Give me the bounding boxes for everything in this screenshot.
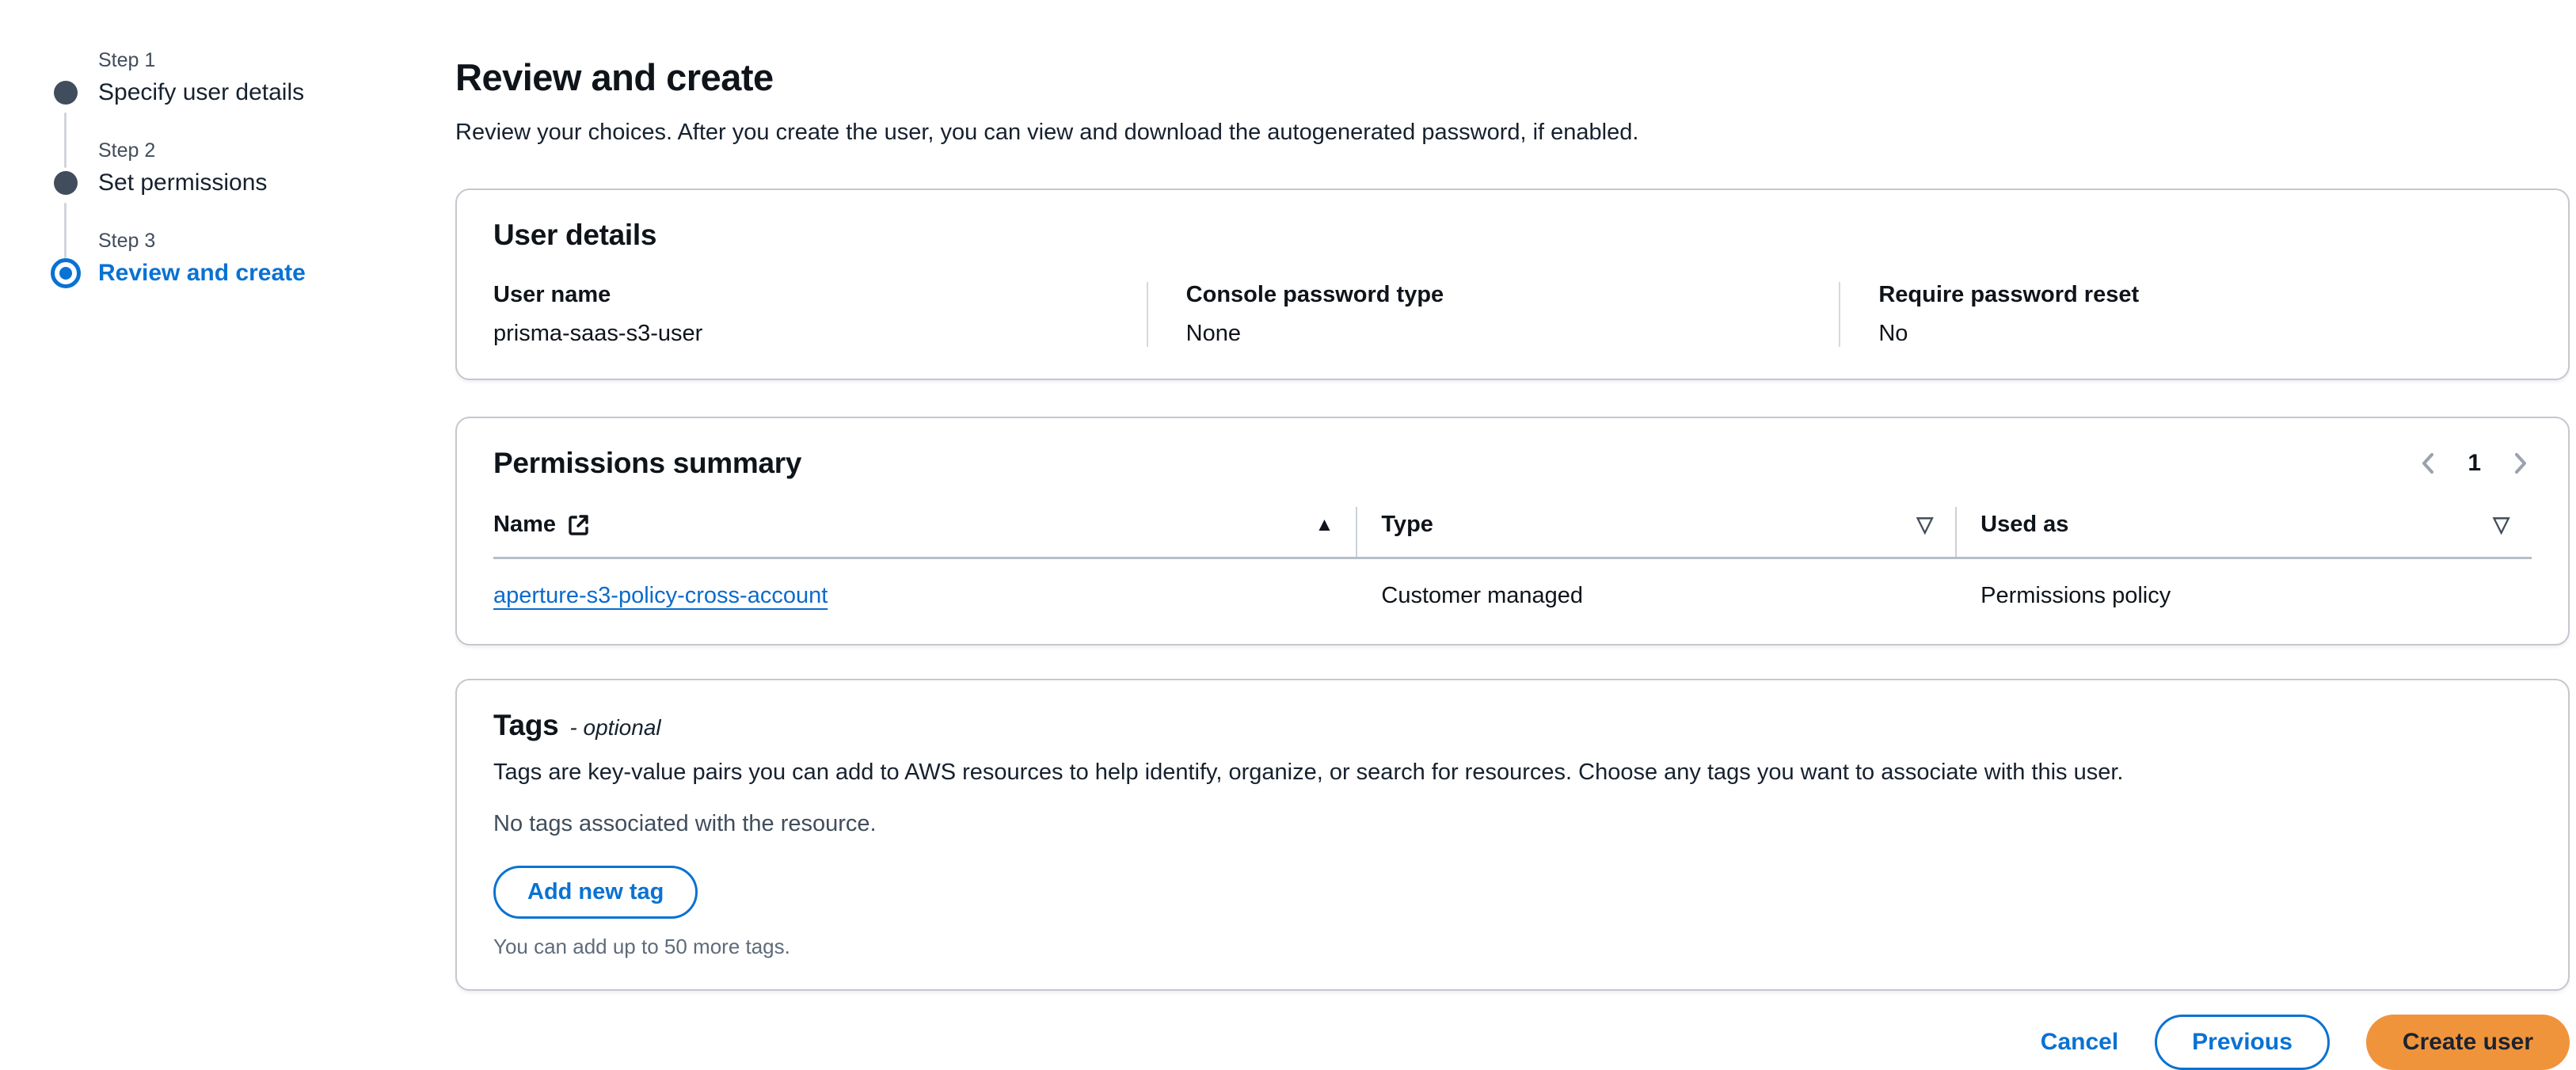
next-page-icon[interactable] [2508,451,2532,475]
name-column-label: Name [493,512,556,537]
console-password-type-field [1147,282,1840,347]
user-name-value: prisma-saas-s3-user [493,321,703,346]
main-content [455,0,2570,1070]
user-details-title: User details [493,219,657,251]
cancel-button[interactable]: Cancel [2040,1029,2119,1055]
user-details-columns [493,282,2532,347]
require-password-reset-value: No [1878,321,1908,346]
type-column-label: Type [1381,512,1433,537]
step-1-label: Specify user details [98,79,305,105]
permissions-table-header [493,507,2532,557]
sort-ascending-icon: ▲ [1315,513,1334,535]
step-connector-line [64,112,67,168]
require-password-reset-label: Require password reset [1878,282,2140,307]
wizard-footer-actions [455,1015,2570,1070]
table-row [493,559,2532,609]
previous-button[interactable]: Previous [2155,1015,2330,1070]
filter-icon: ▽ [2493,512,2509,536]
column-header-used-as[interactable] [1957,507,2532,557]
tags-optional-label: - optional [569,715,661,740]
current-page-number[interactable]: 1 [2468,450,2481,476]
wizard-steps-nav [48,49,420,342]
step-2-number: Step 2 [98,139,156,162]
policy-name-link[interactable]: aperture-s3-policy-cross-account [493,583,828,608]
sidebar-step-specify-user-details[interactable] [48,79,304,106]
tags-card [455,679,2570,991]
external-link-icon [567,513,591,537]
policy-type-cell: Customer managed [1381,583,1584,608]
permissions-summary-card [455,417,2570,645]
create-user-button[interactable]: Create user [2366,1015,2570,1070]
sidebar-step-set-permissions[interactable] [48,169,267,196]
user-name-field [493,282,1147,347]
step-1-number: Step 1 [98,49,156,71]
sidebar-step-review-and-create[interactable] [48,258,306,288]
user-name-label: User name [493,282,611,307]
policy-used-as-cell: Permissions policy [1981,583,2171,608]
step-connector-line [64,203,67,258]
tags-empty-text: No tags associated with the resource. [493,811,877,836]
page-title: Review and create [455,56,774,98]
tags-limit-text: You can add up to 50 more tags. [493,935,790,958]
console-password-type-value: None [1185,321,1241,346]
previous-page-icon[interactable] [2417,451,2441,475]
step-3-active-radio-icon [51,258,81,288]
require-password-reset-field [1839,282,2532,347]
tags-title: Tags [493,709,559,741]
step-1-dot-icon [54,81,78,105]
permissions-summary-title: Permissions summary [493,447,802,479]
step-3-label: Review and create [98,260,306,286]
page-description: Review your choices. After you create the user, you can view and download the autogenerated password, if enabled. [455,120,1639,145]
step-2-label: Set permissions [98,169,268,196]
tags-description: Tags are key-value pairs you can add to AWS resources to help identify, organize, or search for resources. Choose any tags you want to associate with this user. [493,760,2124,785]
permissions-table [493,507,2532,609]
console-password-type-label: Console password type [1185,282,1444,307]
step-2-dot-icon [54,171,78,195]
column-header-type[interactable] [1357,507,1957,557]
user-details-card [455,188,2570,380]
add-new-tag-button[interactable]: Add new tag [493,866,698,919]
column-header-name[interactable] [493,507,1357,557]
filter-icon: ▽ [1916,512,1934,536]
pagination [2417,450,2532,477]
step-3-number: Step 3 [98,230,156,252]
used-as-column-label: Used as [1981,512,2069,537]
